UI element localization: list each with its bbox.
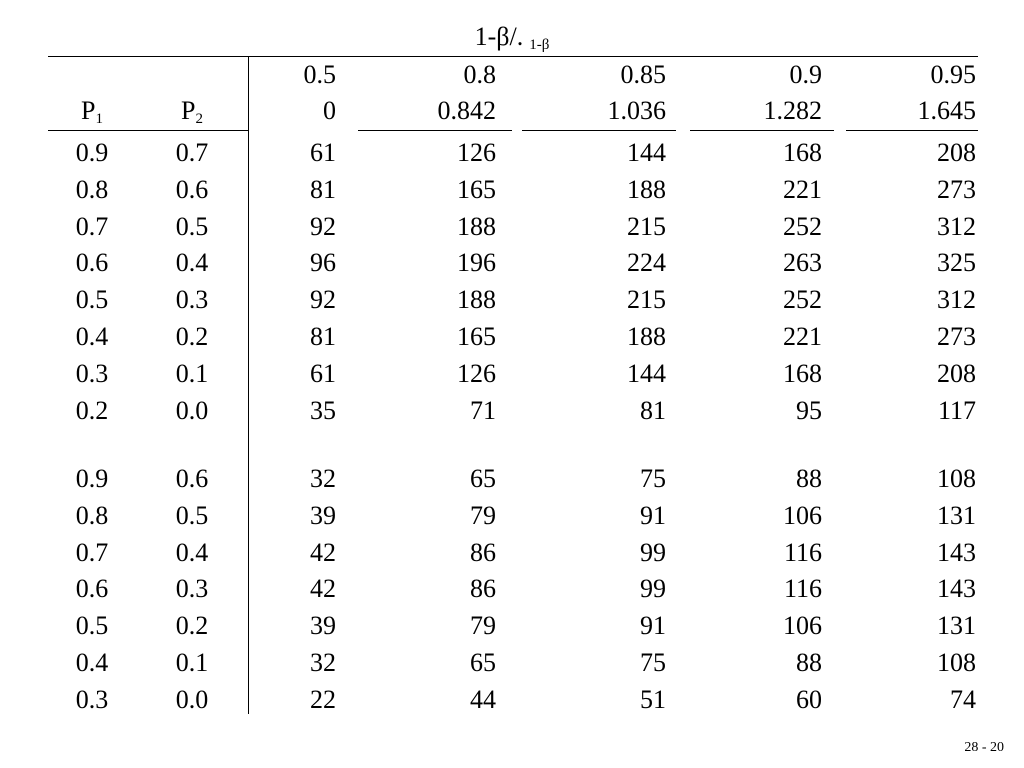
z-header: 0.842 [437, 96, 496, 125]
block1-value: 168 [783, 358, 822, 388]
block1-p2: 0.4 [175, 248, 209, 278]
block2-p2: 0.4 [175, 537, 209, 567]
block2-p1: 0.7 [75, 537, 109, 567]
block1-p2: 0.3 [175, 285, 209, 315]
block1-p2: 0.6 [175, 174, 209, 204]
block1-value: 144 [627, 138, 666, 167]
block1-value: 224 [627, 248, 666, 278]
block1-p1: 0.8 [75, 174, 109, 204]
block2-value: 75 [640, 648, 666, 677]
block1-p1: 0.6 [75, 248, 109, 278]
block1-value: 188 [457, 285, 496, 315]
block1-value: 252 [783, 211, 822, 241]
header-rule [846, 130, 978, 131]
page-number: 28 - 20 [964, 740, 1004, 755]
block1-value: 95 [796, 395, 822, 425]
block1-p1: 0.9 [75, 138, 109, 167]
title-main: 1-β/. [474, 22, 524, 51]
block2-value: 131 [937, 500, 976, 530]
block1-value: 92 [310, 211, 336, 241]
block2-value: 143 [937, 574, 976, 604]
block2-value: 60 [796, 684, 822, 714]
z-header: 1.036 [607, 96, 666, 125]
block2-value: 131 [937, 611, 976, 641]
block1-p1: 0.3 [75, 358, 109, 388]
block2-value: 44 [470, 684, 496, 714]
block1-value: 312 [937, 285, 976, 315]
block2-value: 143 [937, 537, 976, 567]
block1-value: 325 [937, 248, 976, 278]
power-header: 0.85 [620, 60, 666, 89]
block1-value: 196 [457, 248, 496, 278]
block2-value: 65 [470, 464, 496, 493]
block1-value: 117 [937, 395, 976, 425]
block2-value: 42 [310, 537, 336, 567]
power-header: 0.8 [463, 60, 496, 89]
block1-p1: 0.7 [75, 211, 109, 241]
power-header: 0.95 [930, 60, 976, 89]
block1-value: 81 [310, 322, 336, 351]
block2-value: 86 [470, 537, 496, 567]
block1-value: 263 [783, 248, 822, 278]
block2-p2: 0.2 [175, 611, 209, 641]
block1-value: 61 [310, 138, 336, 167]
block2-p2: 0.5 [175, 500, 209, 530]
block1-value: 215 [627, 211, 666, 241]
block2-value: 42 [310, 574, 336, 604]
block2-p1: 0.9 [75, 464, 109, 493]
block2-value: 39 [310, 611, 336, 641]
block2-p1: 0.5 [75, 611, 109, 641]
block2-value: 108 [937, 648, 976, 677]
block1-p1: 0.5 [75, 285, 109, 315]
z-header: 1.645 [917, 96, 976, 125]
block1-value: 221 [783, 322, 822, 351]
block1-value: 81 [310, 174, 336, 204]
block1-value: 71 [470, 395, 496, 425]
block2-p2: 0.6 [175, 464, 209, 493]
block1-value: 188 [627, 174, 666, 204]
block1-value: 221 [783, 174, 822, 204]
block1-value: 96 [310, 248, 336, 278]
block2-value: 32 [310, 648, 336, 677]
block1-value: 126 [457, 358, 496, 388]
header-rule [358, 130, 512, 131]
block2-p2: 0.1 [175, 648, 209, 677]
block1-p2: 0.0 [175, 395, 209, 425]
block1-value: 81 [640, 395, 666, 425]
block2-p2: 0.0 [175, 684, 209, 714]
table-title [0, 20, 1024, 58]
title-subscript: 1-β [529, 37, 550, 53]
power-header: 0.5 [303, 60, 336, 89]
z-header: 0 [323, 96, 336, 125]
block1-value: 312 [937, 211, 976, 241]
block1-value: 92 [310, 285, 336, 315]
header-rule [690, 130, 834, 131]
block2-value: 39 [310, 500, 336, 530]
block2-value: 116 [783, 574, 822, 604]
block2-value: 79 [470, 500, 496, 530]
block1-p1: 0.4 [75, 322, 109, 351]
block1-p2: 0.1 [175, 358, 209, 388]
top-rule [48, 56, 978, 57]
block1-value: 252 [783, 285, 822, 315]
block2-value: 99 [640, 574, 666, 604]
block1-value: 144 [627, 358, 666, 388]
block1-value: 165 [457, 322, 496, 351]
block1-value: 208 [937, 358, 976, 388]
block2-p1: 0.8 [75, 500, 109, 530]
block1-p1: 0.2 [75, 395, 109, 425]
block2-value: 88 [796, 648, 822, 677]
block2-value: 99 [640, 537, 666, 567]
block1-value: 61 [310, 358, 336, 388]
block1-value: 188 [457, 211, 496, 241]
p1-header: $P_1$ [81, 96, 103, 127]
block2-p1: 0.3 [75, 684, 109, 714]
block1-p2: 0.7 [175, 138, 209, 167]
header-rule [522, 130, 676, 131]
block2-value: 86 [470, 574, 496, 604]
block2-value: 22 [310, 684, 336, 714]
block1-p2: 0.2 [175, 322, 209, 351]
block1-value: 126 [457, 138, 496, 167]
block2-value: 91 [640, 611, 666, 641]
block1-p2: 0.5 [175, 211, 209, 241]
header-rule [48, 130, 248, 131]
block2-value: 106 [783, 611, 822, 641]
block1-value: 208 [937, 138, 976, 167]
power-header: 0.9 [789, 60, 822, 89]
block2-value: 108 [937, 464, 976, 493]
p2-header: $P_2$ [181, 96, 203, 127]
block1-value: 215 [627, 285, 666, 315]
block1-value: 35 [310, 395, 336, 425]
block2-p1: 0.4 [75, 648, 109, 677]
block2-value: 116 [783, 537, 822, 567]
block1-value: 168 [783, 138, 822, 167]
block2-value: 91 [640, 500, 666, 530]
block1-value: 188 [627, 322, 666, 351]
block2-value: 32 [310, 464, 336, 493]
block2-value: 106 [783, 500, 822, 530]
block1-value: 273 [937, 322, 976, 351]
block2-value: 65 [470, 648, 496, 677]
block2-value: 51 [640, 684, 666, 714]
block1-value: 165 [457, 174, 496, 204]
block2-p1: 0.6 [75, 574, 109, 604]
block2-value: 75 [640, 464, 666, 493]
block2-p2: 0.3 [175, 574, 209, 604]
block2-value: 88 [796, 464, 822, 493]
block1-value: 273 [937, 174, 976, 204]
block2-value: 79 [470, 611, 496, 641]
block2-value: 74 [950, 684, 976, 714]
z-header: 1.282 [763, 96, 822, 125]
